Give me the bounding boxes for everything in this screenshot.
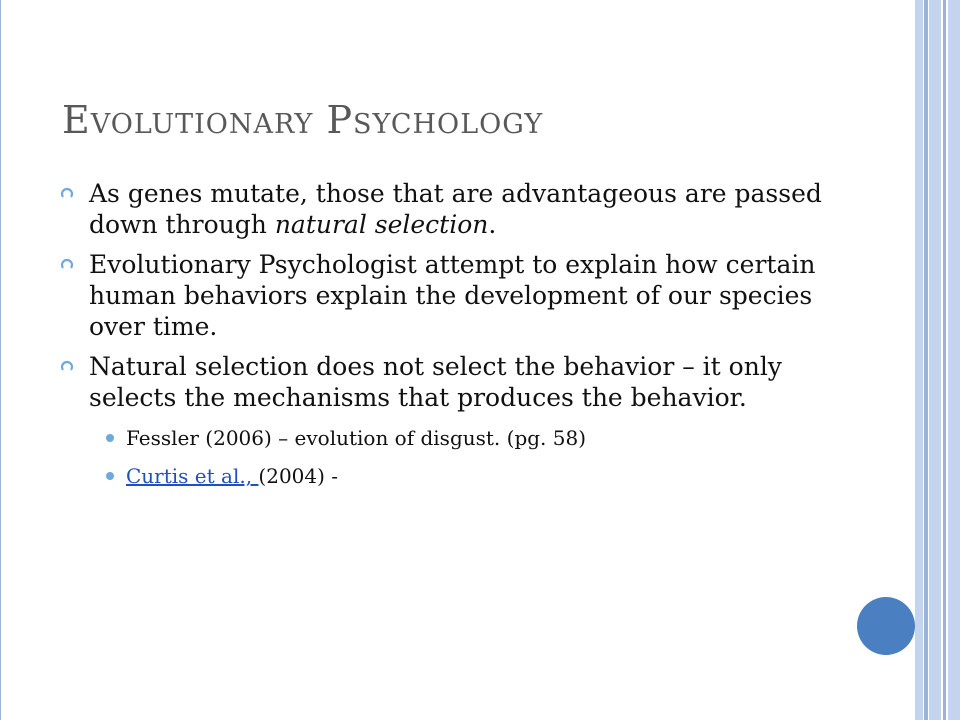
side-bar-4 [943,0,946,720]
bullet-list [62,178,862,489]
sub-bullet-text: (2004) - [258,464,339,488]
bullet-text: Natural selection does not select the behavior – it only selects the mechanisms that produces the behavior. [89,352,782,412]
bullet-item [62,178,862,240]
bullet-item [62,351,862,413]
bullet-text: Evolutionary Psychologist attempt to explain how certain human behaviors explain the development of our species over time. [89,250,816,341]
decorative-side-bars [915,0,960,720]
bullet-text-end: . [488,210,497,239]
bullet-arc-icon [60,186,74,200]
sub-bullet-dot-icon [106,434,114,442]
side-bar-1 [915,0,923,720]
slide-title: Evolutionary Psychology [62,98,544,142]
sub-bullet-item [62,425,862,451]
bullet-text: As genes mutate, those that are advantageous are passed down through [89,179,822,239]
bullet-emphasis: natural selection [274,210,489,239]
decorative-circle [857,597,915,655]
curtis-link[interactable]: Curtis et al., [126,464,259,488]
sub-bullet-item [62,463,862,489]
bullet-arc-icon [60,359,74,373]
bullet-arc-icon [60,257,74,271]
side-bar-3 [929,0,941,720]
sub-bullet-dot-icon [106,472,114,480]
side-bar-2 [924,0,928,720]
bullet-item [62,249,862,342]
side-bar-5 [948,0,960,720]
sub-bullet-text: Fessler (2006) – evolution of disgust. (pg. 58) [126,426,587,450]
